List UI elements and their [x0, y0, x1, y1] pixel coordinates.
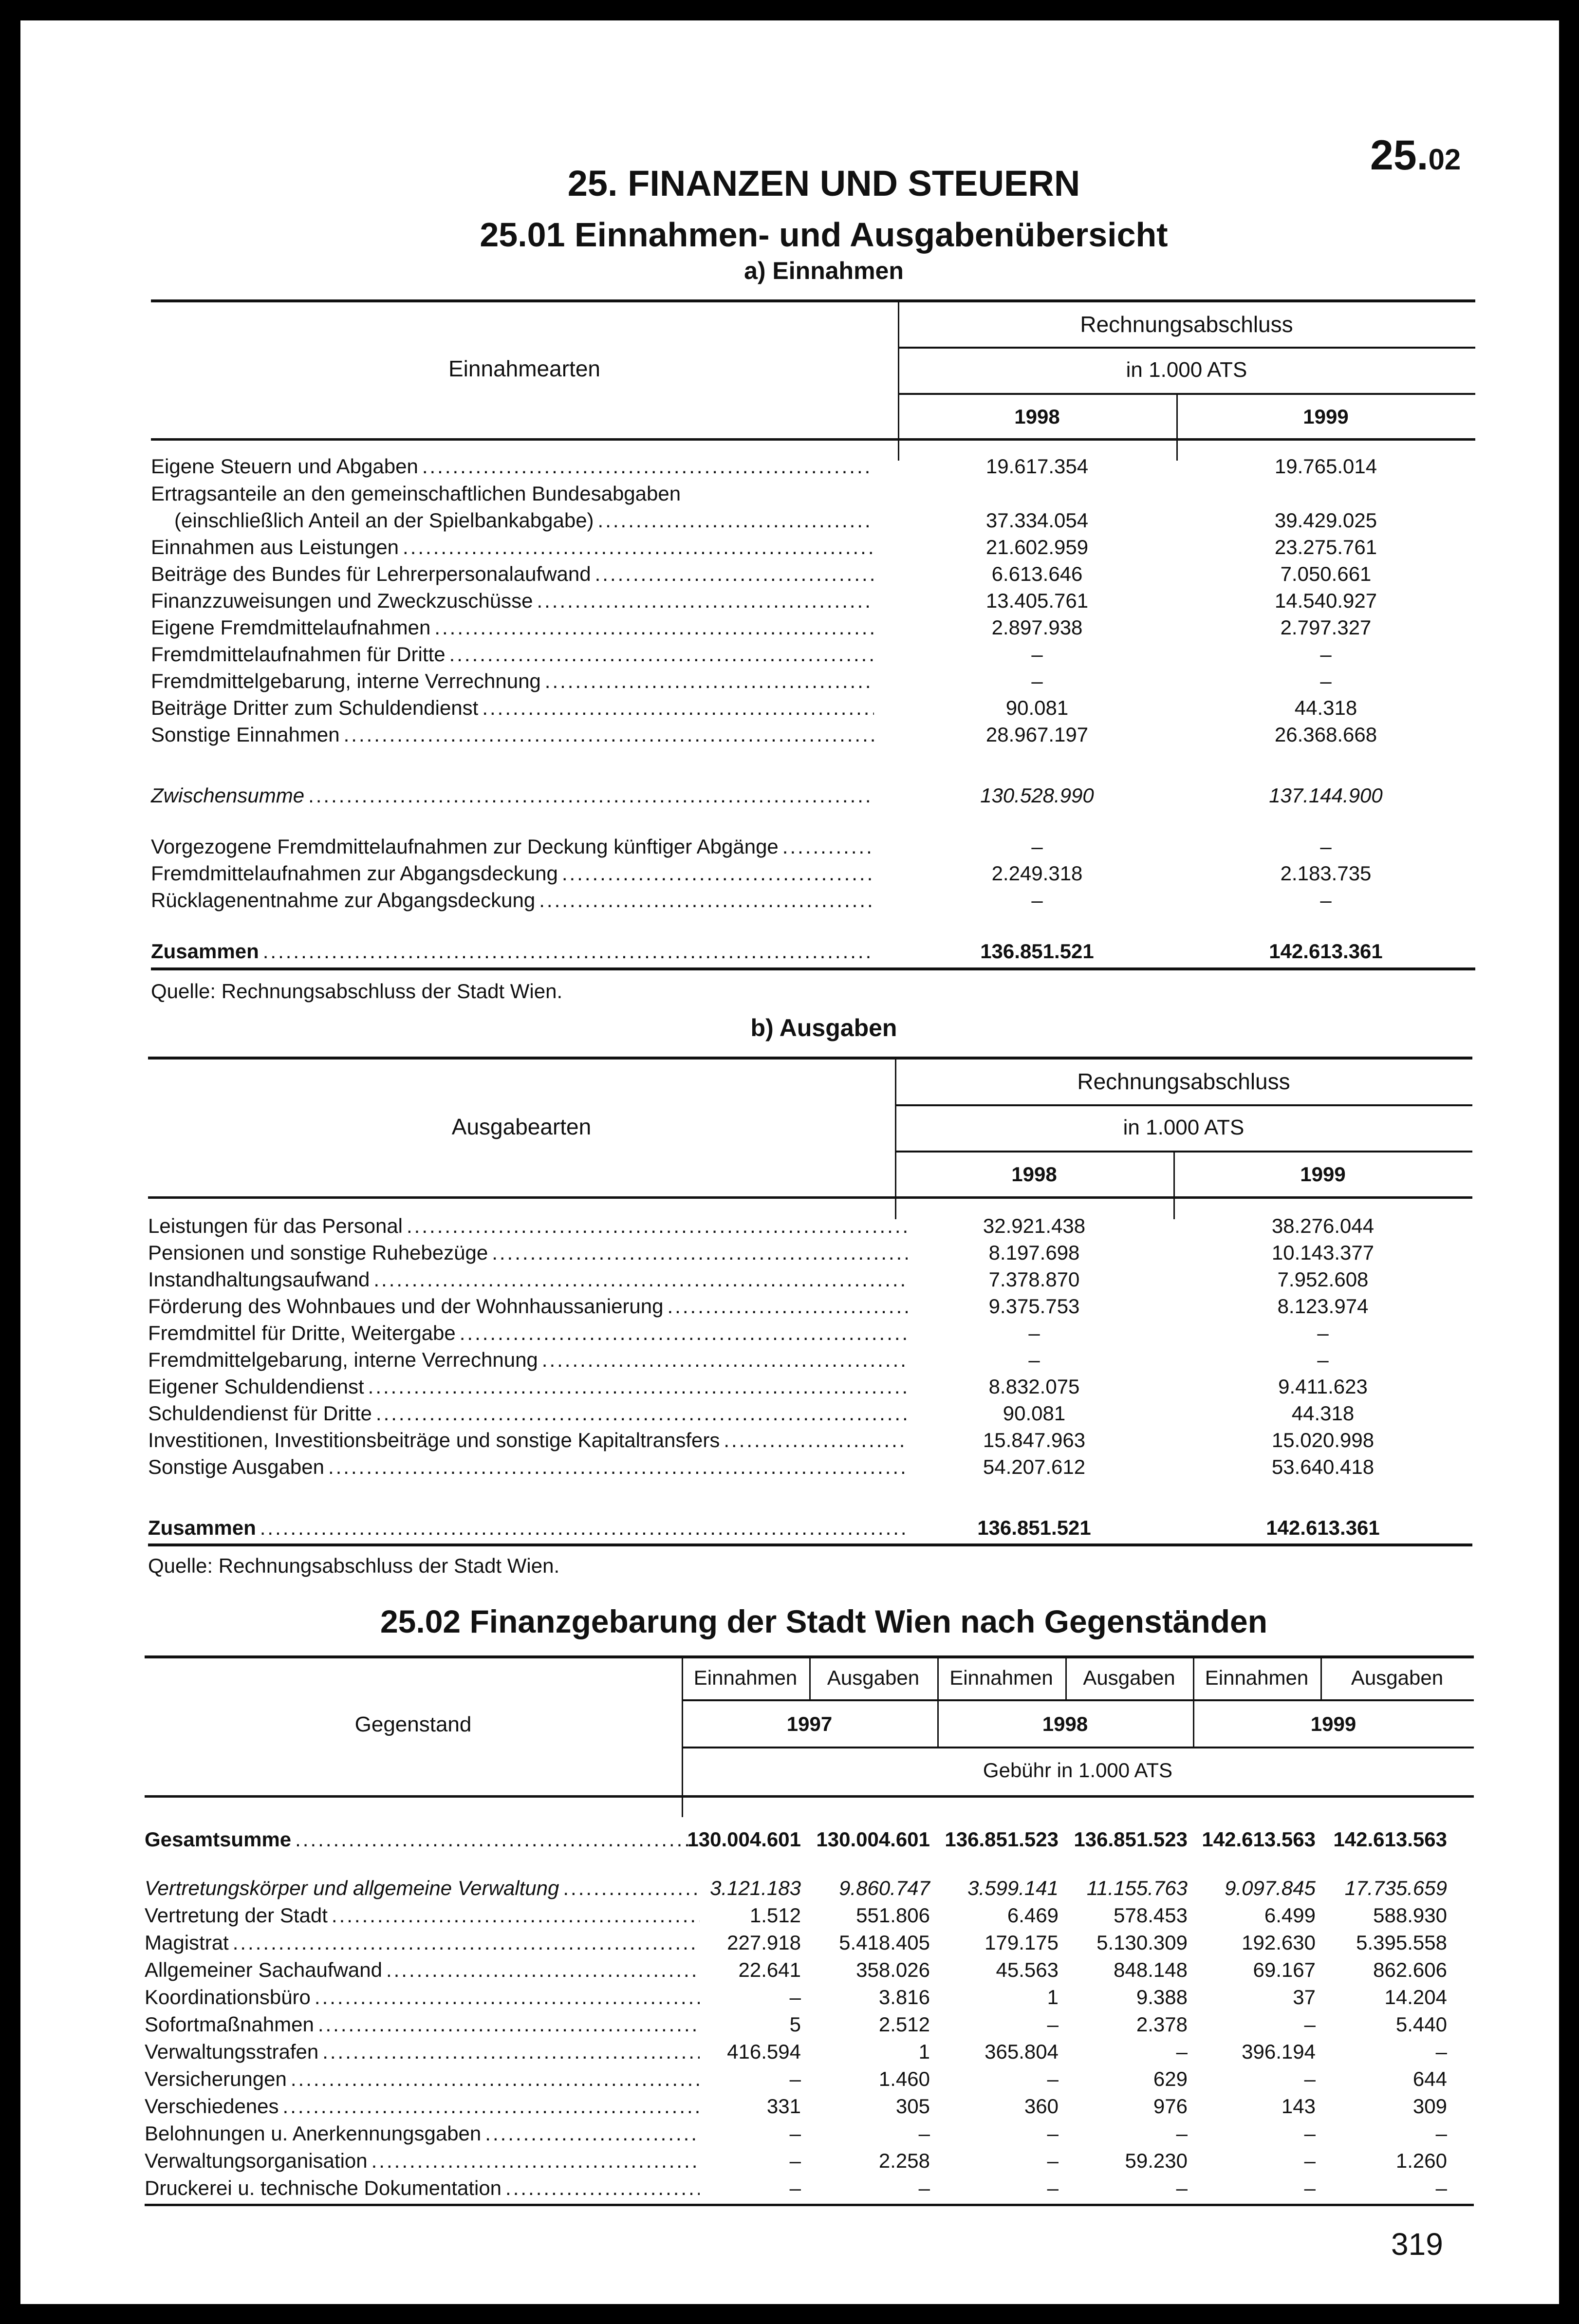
- section2-row-label: [145, 1958, 700, 1982]
- section2-row-col-0: –: [789, 2176, 801, 2199]
- dot-leader: [308, 784, 874, 807]
- einnahmen-row-label-text: Eigene Steuern und Abgaben: [151, 455, 418, 478]
- gesamtsumme-label-text: Gesamtsumme: [145, 1828, 292, 1851]
- section2-row-label-text: Verwaltungsstrafen: [145, 2040, 319, 2063]
- ausgaben-title: b) Ausgaben: [750, 1014, 897, 1041]
- einnahmen-row-1999: –: [1320, 669, 1332, 692]
- section2-row-col-2: 45.563: [996, 1958, 1059, 1981]
- section2-sub-ausgaben-1999: Ausgaben: [1351, 1666, 1444, 1689]
- ausgaben-row-label-text: Instandhaltungsaufwand: [148, 1268, 370, 1291]
- ausgaben-row-label-text: Schuldendienst für Dritte: [148, 1402, 372, 1425]
- section2-row-col-5: –: [1435, 2122, 1447, 2145]
- section2-row-col-0: 22.641: [738, 1958, 801, 1981]
- section2-row-col-1: 2.258: [878, 2149, 930, 2172]
- group-col-4: 9.097.845: [1225, 1877, 1316, 1899]
- dot-leader: [295, 1828, 700, 1851]
- dot-leader: [545, 669, 874, 693]
- ausgaben-row-1998: –: [1028, 1321, 1040, 1344]
- gesamtsumme-label: [145, 1828, 700, 1851]
- section2-row-col-0: 416.594: [727, 2040, 801, 2063]
- einnahmen-row-1998: 19.617.354: [985, 455, 1089, 478]
- einnahmen-row-label-text: (einschließlich Anteil an der Spielbankabgabe): [174, 509, 594, 532]
- section2-row-col-2: –: [1047, 2013, 1059, 2036]
- einnahmen-row-label-text: Einnahmen aus Leistungen: [151, 536, 399, 558]
- ausgaben-row-1999: –: [1317, 1348, 1329, 1371]
- einnahmen-row-label: [151, 889, 874, 912]
- einnahmen-row-label: [151, 455, 874, 478]
- ausgaben-row-1998: 8.197.698: [988, 1241, 1080, 1264]
- einnahmen-row-label: [151, 616, 874, 639]
- ausgaben-row-label-text: Fremdmittelgebarung, interne Verrechnung: [148, 1348, 538, 1371]
- group-label-text: Vertretungskörper und allgemeine Verwaltung: [145, 1877, 559, 1899]
- dot-leader: [482, 696, 874, 720]
- section2-row-col-0: 227.918: [727, 1931, 801, 1954]
- ausgaben-row-label: [148, 1214, 908, 1238]
- einnahmen-row-1999: 14.540.927: [1274, 589, 1377, 612]
- section1-title: 25.01 Einnahmen- und Ausgabenübersicht: [480, 216, 1168, 254]
- einnahmen-row-1999: 39.429.025: [1274, 509, 1377, 532]
- section2-row-col-2: 6.469: [1007, 1904, 1059, 1927]
- einnahmen-row-label-text: Eigene Fremdmittelaufnahmen: [151, 616, 431, 639]
- einnahmen-row-label-text: Rücklagenentnahme zur Abgangsdeckung: [151, 889, 536, 911]
- page-number: 319: [1391, 2227, 1443, 2262]
- dot-leader: [376, 1402, 908, 1425]
- einnahmen-row-label: [151, 536, 874, 559]
- section2-row-col-4: –: [1304, 2013, 1316, 2036]
- section2-row-label-text: Verschiedenes: [145, 2095, 279, 2118]
- ausgaben-row-label-text: Eigener Schuldendienst: [148, 1375, 364, 1398]
- section2-row-label-text: Sofortmaßnahmen: [145, 2013, 314, 2036]
- section2-row-col-5: –: [1435, 2040, 1447, 2063]
- section2-row-col-5: 309: [1412, 2095, 1447, 2118]
- document-page: [20, 20, 1559, 2304]
- section2-row-col-3: 9.388: [1136, 1986, 1188, 2008]
- dot-leader: [260, 1516, 908, 1540]
- ausgaben-year-1998: 1998: [1011, 1163, 1057, 1186]
- section2-sub-einnahmen-1997: Einnahmen: [693, 1666, 798, 1689]
- ausgaben-row-label-text: Investitionen, Investitionsbeiträge und sonstige Kapitaltransfers: [148, 1429, 720, 1451]
- section2-row-label: [145, 2013, 700, 2036]
- einnahmen-row-1998: –: [1031, 889, 1043, 911]
- einnahmen-zwischensumme-1999: 137.144.900: [1269, 784, 1383, 807]
- section2-row-col-1: 1: [918, 2040, 930, 2063]
- group-label: [145, 1877, 700, 1900]
- einnahmen-row-label: [151, 562, 874, 586]
- ausgaben-row-1999: 44.318: [1291, 1402, 1355, 1425]
- ausgaben-unit-header: in 1.000 ATS: [1123, 1116, 1245, 1139]
- ausgaben-row-label: [148, 1455, 908, 1479]
- section2-row-label: [145, 2122, 700, 2145]
- section2-year-1998: 1998: [1042, 1712, 1088, 1735]
- einnahmen-row-label-text: Beiträge Dritter zum Schuldendienst: [151, 696, 479, 719]
- einnahmen-row-label: [151, 835, 874, 858]
- dot-leader: [505, 2176, 700, 2200]
- section2-row-label-text: Versicherungen: [145, 2067, 287, 2090]
- section2-row-col-0: 331: [766, 2095, 801, 2118]
- einnahmen-row-1999: 19.765.014: [1274, 455, 1377, 478]
- einnahmen-row-label: [151, 696, 874, 720]
- einnahmen-row-label-text: Fremdmittelaufnahmen zur Abgangsdeckung: [151, 862, 558, 885]
- ausgaben-row-1998: 7.378.870: [988, 1268, 1080, 1291]
- einnahmen-group-header: Rechnungsabschluss: [1080, 312, 1293, 337]
- section2-row-col-3: 578.453: [1114, 1904, 1188, 1927]
- ausgaben-row-1999: 10.143.377: [1271, 1241, 1375, 1264]
- ausgaben-total-1998: 136.851.521: [977, 1516, 1091, 1539]
- section2-row-col-0: –: [789, 2067, 801, 2090]
- section2-row-col-0: –: [789, 2122, 801, 2145]
- section2-row-col-4: 37: [1293, 1986, 1316, 2008]
- ausgaben-row-1999: 38.276.044: [1271, 1214, 1375, 1237]
- einnahmen-row-1998: –: [1031, 669, 1043, 692]
- section2-row-col-5: 5.440: [1395, 2013, 1447, 2036]
- einnahmen-row-1999: 23.275.761: [1274, 536, 1377, 558]
- einnahmen-row-1998: 37.334.054: [985, 509, 1089, 532]
- section2-row-col-1: 551.806: [856, 1904, 930, 1927]
- einnahmen-total-1998: 136.851.521: [980, 940, 1094, 963]
- ausgaben-row-label-text: Fremdmittel für Dritte, Weitergabe: [148, 1321, 456, 1344]
- einnahmen-row-label-text: Fremdmittelaufnahmen für Dritte: [151, 643, 446, 666]
- section2-unit-header: Gebühr in 1.000 ATS: [983, 1759, 1173, 1782]
- section2-row-label-text: Koordinationsbüro: [145, 1986, 311, 2008]
- einnahmen-row-1998: –: [1031, 835, 1043, 858]
- ausgaben-row-1998: 8.832.075: [988, 1375, 1080, 1398]
- ausgaben-row-1999: –: [1317, 1321, 1329, 1344]
- ausgaben-row-label-text: Leistungen für das Personal: [148, 1214, 403, 1237]
- einnahmen-total-label: [151, 940, 874, 963]
- einnahmen-row-label-text: Vorgezogene Fremdmittelaufnahmen zur Deckung künftiger Abgänge: [151, 835, 779, 858]
- section2-row-col-3: 976: [1153, 2095, 1188, 2118]
- ausgaben-row-label: [148, 1429, 908, 1452]
- einnahmen-row-1998: 13.405.761: [985, 589, 1089, 612]
- einnahmen-total-1999: 142.613.361: [1269, 940, 1383, 963]
- section2-row-col-1: 358.026: [856, 1958, 930, 1981]
- section2-row-col-1: 2.512: [878, 2013, 930, 2036]
- einnahmen-row-1999: –: [1320, 835, 1332, 858]
- section2-row-col-2: –: [1047, 2176, 1059, 2199]
- ausgaben-row-1998: 15.847.963: [983, 1429, 1086, 1451]
- dot-leader: [449, 643, 874, 666]
- dot-leader: [332, 1904, 700, 1927]
- einnahmen-row-1998: 2.897.938: [991, 616, 1083, 639]
- einnahmen-row-1999: 26.368.668: [1274, 723, 1377, 746]
- dot-leader: [344, 723, 874, 746]
- section2-row-col-1: 1.460: [878, 2067, 930, 2090]
- ausgaben-row-1999: 53.640.418: [1271, 1455, 1375, 1478]
- section2-row-col-0: 1.512: [749, 1904, 801, 1927]
- dot-leader: [595, 562, 874, 586]
- section2-year-1999: 1999: [1310, 1712, 1356, 1735]
- section2-row-col-3: 848.148: [1114, 1958, 1188, 1981]
- dot-leader: [407, 1214, 908, 1238]
- chapter-title: 25. FINANZEN UND STEUERN: [567, 163, 1080, 204]
- group-col-3: 11.155.763: [1086, 1877, 1188, 1899]
- section2-row-col-0: –: [789, 2149, 801, 2172]
- section2-row-label: [145, 1904, 700, 1927]
- dot-leader: [539, 889, 874, 912]
- einnahmen-year-1999: 1999: [1303, 405, 1349, 428]
- group-col-5: 17.735.659: [1344, 1877, 1447, 1899]
- einnahmen-row-label-text: Beiträge des Bundes für Lehrerpersonalaufwand: [151, 562, 591, 585]
- dot-leader: [422, 455, 874, 478]
- ausgaben-row-label: [148, 1268, 908, 1291]
- einnahmen-zwischensumme-label: [151, 784, 874, 807]
- dot-leader: [368, 1375, 908, 1398]
- einnahmen-unit-header: in 1.000 ATS: [1126, 358, 1247, 382]
- einnahmen-row-label: [151, 643, 874, 666]
- ausgaben-row-1998: 32.921.438: [983, 1214, 1086, 1237]
- section2-row-col-1: –: [918, 2176, 930, 2199]
- einnahmen-total-label-text: Zusammen: [151, 940, 259, 963]
- ausgaben-row-1999: 7.952.608: [1277, 1268, 1369, 1291]
- dot-leader: [283, 2095, 700, 2118]
- section2-row-label: [145, 2067, 700, 2091]
- section2-row-col-4: –: [1304, 2122, 1316, 2145]
- gesamtsumme-col-4: 142.613.563: [1202, 1828, 1316, 1851]
- section2-col-header: Gegenstand: [354, 1712, 472, 1736]
- section2-row-label: [145, 2176, 700, 2200]
- section2-row-col-3: 2.378: [1136, 2013, 1188, 2036]
- section2-row-col-3: –: [1176, 2040, 1188, 2063]
- einnahmen-row-1999: 2.797.327: [1280, 616, 1372, 639]
- ausgaben-row-label: [148, 1295, 908, 1318]
- einnahmen-col-header: Einnahmearten: [448, 356, 600, 381]
- page-badge-sub: 02: [1428, 143, 1461, 176]
- ausgaben-source: Quelle: Rechnungsabschluss der Stadt Wien.: [148, 1554, 560, 1577]
- section2-row-col-1: 5.418.405: [839, 1931, 930, 1954]
- page-badge-main: 25.: [1370, 132, 1429, 179]
- einnahmen-row-1998: 2.249.318: [991, 862, 1083, 885]
- section2-row-label: [145, 1931, 700, 1954]
- dot-leader: [315, 1986, 700, 2009]
- einnahmen-row-label: [151, 862, 874, 885]
- einnahmen-row-1999: –: [1320, 889, 1332, 911]
- einnahmen-row-1998: 90.081: [1005, 696, 1069, 719]
- einnahmen-row-label-text: Fremdmittelgebarung, interne Verrechnung: [151, 669, 541, 692]
- ausgaben-row-label: [148, 1375, 908, 1398]
- ausgaben-row-label-text: Sonstige Ausgaben: [148, 1455, 324, 1478]
- section2-sub-einnahmen-1998: Einnahmen: [949, 1666, 1053, 1689]
- section2-row-label: [145, 2149, 700, 2173]
- einnahmen-zwischensumme-1998: 130.528.990: [980, 784, 1094, 807]
- einnahmen-row-1999: 2.183.735: [1280, 862, 1372, 885]
- section2-row-col-1: 305: [895, 2095, 930, 2118]
- section2-row-col-4: 192.630: [1242, 1931, 1316, 1954]
- section2-sub-ausgaben-1997: Ausgaben: [827, 1666, 920, 1689]
- einnahmen-row-label-text: Ertragsanteile an den gemeinschaftlichen Bundesabgaben: [151, 482, 681, 505]
- section2-sub-ausgaben-1998: Ausgaben: [1083, 1666, 1175, 1689]
- section2-row-col-4: 143: [1281, 2095, 1316, 2118]
- dot-leader: [668, 1295, 908, 1318]
- section2-row-col-5: 14.204: [1384, 1986, 1447, 2008]
- ausgaben-row-1999: 15.020.998: [1271, 1429, 1375, 1451]
- einnahmen-zwischensumme-label-text: Zwischensumme: [151, 784, 305, 807]
- ausgaben-row-label: [148, 1241, 908, 1264]
- dot-leader: [386, 1958, 700, 1982]
- section2-row-col-2: –: [1047, 2122, 1059, 2145]
- dot-leader: [434, 616, 874, 639]
- ausgaben-row-label-text: Pensionen und sonstige Ruhebezüge: [148, 1241, 488, 1264]
- section2-row-col-2: –: [1047, 2149, 1059, 2172]
- dot-leader: [562, 862, 874, 885]
- einnahmen-title: a) Einnahmen: [744, 257, 904, 284]
- einnahmen-row-label-text: Finanzzuweisungen und Zweckzuschüsse: [151, 589, 533, 612]
- section2-row-col-5: 644: [1412, 2067, 1447, 2090]
- dot-leader: [328, 1455, 908, 1479]
- section2-row-col-0: 5: [789, 2013, 801, 2036]
- section2-row-col-5: 862.606: [1373, 1958, 1447, 1981]
- section2-sub-einnahmen-1999: Einnahmen: [1205, 1666, 1309, 1689]
- section2-row-col-5: 588.930: [1373, 1904, 1447, 1927]
- einnahmen-row-1999: 44.318: [1294, 696, 1357, 719]
- section2-row-col-2: –: [1047, 2067, 1059, 2090]
- ausgaben-row-1999: 8.123.974: [1277, 1295, 1369, 1318]
- section2-row-col-5: 5.395.558: [1356, 1931, 1447, 1954]
- gesamtsumme-col-1: 130.004.601: [816, 1828, 930, 1851]
- section2-row-col-2: 179.175: [985, 1931, 1059, 1954]
- dot-leader: [372, 2149, 700, 2173]
- section2-row-label-text: Magistrat: [145, 1931, 229, 1954]
- group-col-0: 3.121.183: [710, 1877, 801, 1899]
- section2-row-label-text: Vertretung der Stadt: [145, 1904, 328, 1927]
- einnahmen-row-1998: 6.613.646: [991, 562, 1083, 585]
- einnahmen-row-label: [151, 589, 874, 613]
- dot-leader: [373, 1268, 908, 1291]
- ausgaben-year-1999: 1999: [1300, 1163, 1346, 1186]
- ausgaben-total-label-text: Zusammen: [148, 1516, 256, 1539]
- ausgaben-row-label-text: Förderung des Wohnbaues und der Wohnhaussanierung: [148, 1295, 664, 1318]
- gesamtsumme-col-3: 136.851.523: [1074, 1828, 1188, 1851]
- ausgaben-row-1999: 9.411.623: [1278, 1375, 1368, 1398]
- section2-row-col-4: –: [1304, 2149, 1316, 2172]
- dot-leader: [322, 2040, 700, 2064]
- section2-row-label: [145, 1986, 700, 2009]
- einnahmen-year-1998: 1998: [1014, 405, 1060, 428]
- section2-row-col-4: 6.499: [1264, 1904, 1316, 1927]
- ausgaben-col-header: Ausgabearten: [451, 1114, 592, 1139]
- dot-leader: [460, 1321, 908, 1345]
- gesamtsumme-col-5: 142.613.563: [1333, 1828, 1447, 1851]
- section2-row-col-2: 1: [1047, 1986, 1059, 2008]
- section2-row-col-4: –: [1304, 2067, 1316, 2090]
- section2-row-col-2: 360: [1024, 2095, 1059, 2118]
- einnahmen-row-1999: 7.050.661: [1280, 562, 1372, 585]
- section2-row-col-0: –: [789, 1986, 801, 2008]
- section2-title: 25.02 Finanzgebarung der Stadt Wien nach Gegenständen: [380, 1603, 1268, 1639]
- section2-row-label-text: Verwaltungsorganisation: [145, 2149, 368, 2172]
- einnahmen-row-label: [151, 482, 874, 505]
- einnahmen-source: Quelle: Rechnungsabschluss der Stadt Wien.: [151, 980, 563, 1003]
- section2-row-label-text: Belohnungen u. Anerkennungsgaben: [145, 2122, 482, 2145]
- dot-leader: [263, 940, 874, 963]
- dot-leader: [291, 2067, 700, 2091]
- ausgaben-total-1999: 142.613.361: [1266, 1516, 1380, 1539]
- ausgaben-row-1998: 54.207.612: [983, 1455, 1086, 1478]
- dot-leader: [782, 835, 874, 858]
- ausgaben-row-1998: –: [1028, 1348, 1040, 1371]
- ausgaben-row-label: [148, 1402, 908, 1425]
- ausgaben-total-label: [148, 1516, 908, 1540]
- section2-row-col-5: –: [1435, 2176, 1447, 2199]
- ausgaben-row-1998: 9.375.753: [988, 1295, 1080, 1318]
- ausgaben-row-label: [148, 1321, 908, 1345]
- dot-leader: [318, 2013, 700, 2036]
- gesamtsumme-col-0: 130.004.601: [687, 1828, 801, 1851]
- einnahmen-row-label: [151, 723, 874, 746]
- einnahmen-row-1998: –: [1031, 643, 1043, 666]
- einnahmen-row-label: [174, 509, 874, 532]
- einnahmen-row-1998: 28.967.197: [985, 723, 1089, 746]
- dot-leader: [485, 2122, 700, 2145]
- einnahmen-row-label: [151, 669, 874, 693]
- group-col-1: 9.860.747: [839, 1877, 930, 1899]
- section2-row-label: [145, 2095, 700, 2118]
- group-col-2: 3.599.141: [967, 1877, 1059, 1899]
- section2-row-col-4: 69.167: [1253, 1958, 1316, 1981]
- ausgaben-group-header: Rechnungsabschluss: [1077, 1069, 1290, 1094]
- ausgaben-row-label: [148, 1348, 908, 1372]
- section2-year-1997: 1997: [786, 1712, 833, 1735]
- section2-row-col-4: –: [1304, 2176, 1316, 2199]
- section2-row-col-2: 365.804: [985, 2040, 1059, 2063]
- section2-row-col-1: 3.816: [878, 1986, 930, 2008]
- section2-row-col-4: 396.194: [1242, 2040, 1316, 2063]
- section2-row-label-text: Druckerei u. technische Dokumentation: [145, 2176, 502, 2199]
- dot-leader: [724, 1429, 908, 1452]
- einnahmen-row-label-text: Sonstige Einnahmen: [151, 723, 340, 746]
- einnahmen-row-1998: 21.602.959: [985, 536, 1089, 558]
- dot-leader: [233, 1931, 700, 1954]
- section2-row-col-5: 1.260: [1395, 2149, 1447, 2172]
- section2-row-col-3: –: [1176, 2176, 1188, 2199]
- dot-leader: [598, 509, 874, 532]
- dot-leader: [542, 1348, 908, 1372]
- section2-row-col-1: –: [918, 2122, 930, 2145]
- section2-row-col-3: 5.130.309: [1096, 1931, 1188, 1954]
- section2-row-col-3: 629: [1153, 2067, 1188, 2090]
- ausgaben-row-1998: 90.081: [1003, 1402, 1066, 1425]
- section2-row-col-3: –: [1176, 2122, 1188, 2145]
- dot-leader: [537, 589, 874, 613]
- section2-row-label: [145, 2040, 700, 2064]
- section2-row-label-text: Allgemeiner Sachaufwand: [145, 1958, 382, 1981]
- dot-leader: [492, 1241, 908, 1264]
- gesamtsumme-col-2: 136.851.523: [945, 1828, 1059, 1851]
- einnahmen-row-1999: –: [1320, 643, 1332, 666]
- section2-row-col-3: 59.230: [1125, 2149, 1188, 2172]
- dot-leader: [403, 536, 874, 559]
